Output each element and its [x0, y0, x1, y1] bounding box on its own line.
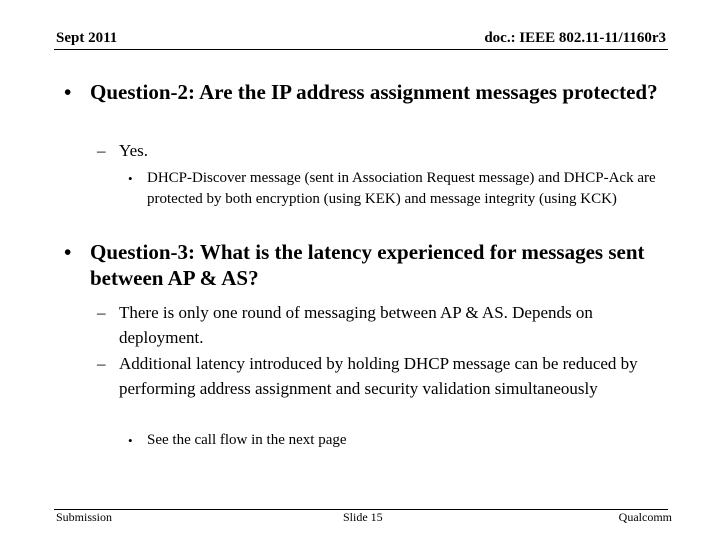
header-doc-id: doc.: IEEE 802.11-11/1160r3 [484, 30, 666, 46]
bullet-icon: • [128, 171, 133, 186]
question-3-answer-1: There is only one round of messaging between AP & AS. Depends on deployment. [119, 303, 593, 347]
footer-company: Qualcomm [618, 510, 672, 524]
question-3-answer-item-1 [97, 301, 677, 350]
header-date: Sept 2011 [56, 30, 118, 46]
question-2-item [64, 79, 664, 105]
question-3-detail: See the call flow in the next page [147, 432, 347, 448]
question-2-detail-item [128, 168, 668, 210]
dash-bullet-icon: – [97, 141, 106, 160]
question-2-text: Question-2: Are the IP address assignment messages protected? [90, 80, 658, 104]
question-2-answer: Yes. [119, 141, 148, 160]
bullet-icon: • [64, 80, 72, 104]
dash-bullet-icon: – [97, 354, 106, 373]
question-3-detail-item [128, 430, 668, 451]
dash-bullet-icon: – [97, 303, 106, 322]
header-divider [54, 49, 668, 50]
bullet-icon: • [64, 240, 72, 264]
question-3-answer-item-2 [97, 352, 677, 401]
question-3-item [64, 239, 664, 291]
footer-slide-number: Slide 15 [343, 510, 383, 524]
question-3-answer-2: Additional latency introduced by holding DHCP message can be reduced by performing address assignment and security validation simultaneously [119, 354, 638, 398]
question-3-text: Question-3: What is the latency experienced for messages sent between AP & AS? [90, 240, 645, 290]
bullet-icon: • [128, 433, 133, 448]
question-2-answer-item [97, 139, 677, 164]
question-2-detail: DHCP-Discover message (sent in Association Request message) and DHCP-Ack are protected by both encryption (using KEK) and message integrity (using KCK) [147, 170, 656, 207]
footer-submission: Submission [56, 510, 113, 524]
